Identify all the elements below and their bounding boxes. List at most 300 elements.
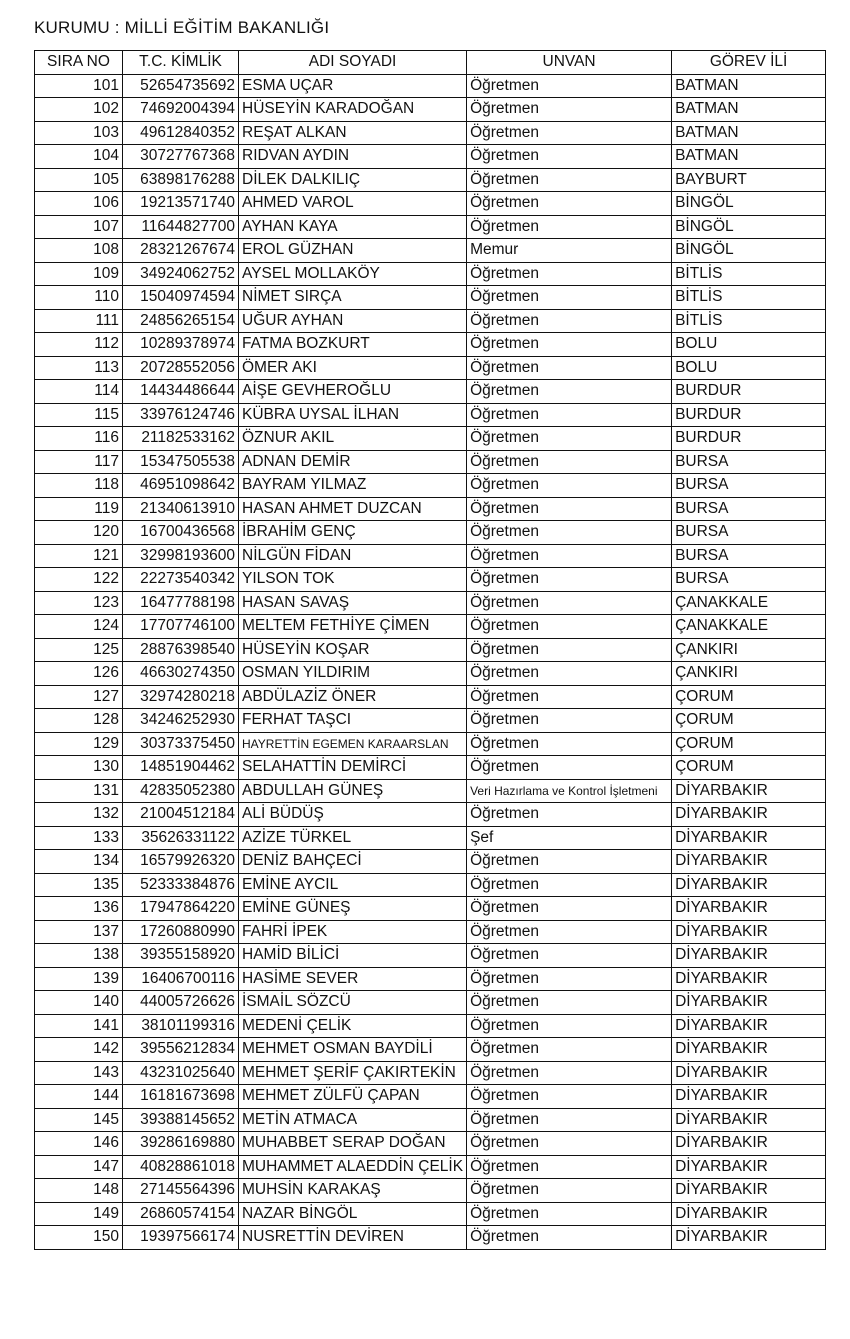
- tc-kimlik-cell: 16406700116: [123, 967, 239, 991]
- gorev-ili-cell: DİYARBAKIR: [672, 1014, 826, 1038]
- table-row: [35, 850, 826, 874]
- gorev-ili-cell: BURSA: [672, 568, 826, 592]
- table-row: [35, 920, 826, 944]
- unvan-cell: Öğretmen: [467, 873, 672, 897]
- sira-no-cell: 147: [35, 1155, 123, 1179]
- tc-kimlik-cell: 46630274350: [123, 662, 239, 686]
- adi-soyadi-cell: MELTEM FETHİYE ÇİMEN: [239, 615, 467, 639]
- table-row: [35, 897, 826, 921]
- sira-no-cell: 129: [35, 732, 123, 756]
- unvan-cell: Öğretmen: [467, 145, 672, 169]
- adi-soyadi-cell: BAYRAM YILMAZ: [239, 474, 467, 498]
- gorev-ili-cell: DİYARBAKIR: [672, 1179, 826, 1203]
- unvan-cell: Öğretmen: [467, 286, 672, 310]
- unvan-cell: Öğretmen: [467, 1179, 672, 1203]
- gorev-ili-cell: BİNGÖL: [672, 215, 826, 239]
- tc-kimlik-cell: 21340613910: [123, 497, 239, 521]
- sira-no-cell: 146: [35, 1132, 123, 1156]
- adi-soyadi-cell: FATMA BOZKURT: [239, 333, 467, 357]
- sira-no-cell: 108: [35, 239, 123, 263]
- table-row: [35, 568, 826, 592]
- sira-no-cell: 121: [35, 544, 123, 568]
- gorev-ili-cell: DİYARBAKIR: [672, 873, 826, 897]
- sira-no-cell: 137: [35, 920, 123, 944]
- tc-kimlik-cell: 15347505538: [123, 450, 239, 474]
- adi-soyadi-cell: MUHABBET SERAP DOĞAN: [239, 1132, 467, 1156]
- adi-soyadi-cell: HÜSEYİN KOŞAR: [239, 638, 467, 662]
- adi-soyadi-cell: OSMAN YILDIRIM: [239, 662, 467, 686]
- adi-soyadi-cell: NİLGÜN FİDAN: [239, 544, 467, 568]
- sira-no-cell: 106: [35, 192, 123, 216]
- adi-soyadi-cell: EMİNE GÜNEŞ: [239, 897, 467, 921]
- gorev-ili-cell: BOLU: [672, 356, 826, 380]
- gorev-ili-cell: ÇANKIRI: [672, 638, 826, 662]
- table-row: [35, 944, 826, 968]
- table-row: [35, 1108, 826, 1132]
- sira-no-cell: 150: [35, 1226, 123, 1250]
- sira-no-cell: 125: [35, 638, 123, 662]
- unvan-cell: Öğretmen: [467, 591, 672, 615]
- sira-no-cell: 136: [35, 897, 123, 921]
- adi-soyadi-cell: METİN ATMACA: [239, 1108, 467, 1132]
- unvan-cell: Öğretmen: [467, 427, 672, 451]
- adi-soyadi-cell: ABDULLAH GÜNEŞ: [239, 779, 467, 803]
- gorev-ili-cell: ÇANKIRI: [672, 662, 826, 686]
- page-title: KURUMU : MİLLİ EĞİTİM BAKANLIĞI: [34, 18, 330, 37]
- unvan-cell: Öğretmen: [467, 685, 672, 709]
- table-row: [35, 497, 826, 521]
- tc-kimlik-cell: 39556212834: [123, 1038, 239, 1062]
- tc-kimlik-cell: 63898176288: [123, 168, 239, 192]
- sira-no-cell: 107: [35, 215, 123, 239]
- adi-soyadi-cell: MEHMET ZÜLFÜ ÇAPAN: [239, 1085, 467, 1109]
- table-row: [35, 544, 826, 568]
- sira-no-cell: 116: [35, 427, 123, 451]
- unvan-cell: Öğretmen: [467, 1038, 672, 1062]
- table-row: [35, 521, 826, 545]
- table-body: [35, 74, 826, 1249]
- tc-kimlik-cell: 16477788198: [123, 591, 239, 615]
- tc-kimlik-cell: 10289378974: [123, 333, 239, 357]
- tc-kimlik-cell: 16181673698: [123, 1085, 239, 1109]
- sira-no-cell: 124: [35, 615, 123, 639]
- adi-soyadi-cell: AYHAN KAYA: [239, 215, 467, 239]
- sira-no-cell: 134: [35, 850, 123, 874]
- unvan-cell: Öğretmen: [467, 380, 672, 404]
- adi-soyadi-cell: HASAN SAVAŞ: [239, 591, 467, 615]
- table-row: [35, 74, 826, 98]
- unvan-cell: Öğretmen: [467, 991, 672, 1015]
- unvan-cell: Öğretmen: [467, 168, 672, 192]
- tc-kimlik-cell: 39286169880: [123, 1132, 239, 1156]
- gorev-ili-cell: BİNGÖL: [672, 239, 826, 263]
- table-row: [35, 1014, 826, 1038]
- adi-soyadi-cell: SELAHATTİN DEMİRCİ: [239, 756, 467, 780]
- table-row: [35, 803, 826, 827]
- sira-no-cell: 115: [35, 403, 123, 427]
- tc-kimlik-cell: 28321267674: [123, 239, 239, 263]
- unvan-cell: Öğretmen: [467, 967, 672, 991]
- adi-soyadi-cell: AYSEL MOLLAKÖY: [239, 262, 467, 286]
- adi-soyadi-cell: MUHAMMET ALAEDDİN ÇELİK: [239, 1155, 467, 1179]
- table-row: [35, 1085, 826, 1109]
- tc-kimlik-cell: 21004512184: [123, 803, 239, 827]
- sira-no-cell: 117: [35, 450, 123, 474]
- gorev-ili-cell: BİTLİS: [672, 262, 826, 286]
- sira-no-cell: 111: [35, 309, 123, 333]
- tc-kimlik-cell: 30373375450: [123, 732, 239, 756]
- table-row: [35, 709, 826, 733]
- table-row: [35, 1226, 826, 1250]
- sira-no-cell: 118: [35, 474, 123, 498]
- gorev-ili-cell: DİYARBAKIR: [672, 1061, 826, 1085]
- adi-soyadi-cell: ESMA UÇAR: [239, 74, 467, 98]
- unvan-cell: Öğretmen: [467, 803, 672, 827]
- sira-no-cell: 101: [35, 74, 123, 98]
- sira-no-cell: 122: [35, 568, 123, 592]
- tc-kimlik-cell: 32998193600: [123, 544, 239, 568]
- unvan-cell: Öğretmen: [467, 1202, 672, 1226]
- gorev-ili-cell: DİYARBAKIR: [672, 826, 826, 850]
- sira-no-cell: 140: [35, 991, 123, 1015]
- gorev-ili-cell: BİTLİS: [672, 309, 826, 333]
- adi-soyadi-cell: HASİME SEVER: [239, 967, 467, 991]
- unvan-cell: Öğretmen: [467, 1061, 672, 1085]
- gorev-ili-cell: ÇORUM: [672, 732, 826, 756]
- adi-soyadi-cell: ABDÜLAZİZ ÖNER: [239, 685, 467, 709]
- adi-soyadi-cell: AZİZE TÜRKEL: [239, 826, 467, 850]
- table-row: [35, 756, 826, 780]
- unvan-cell: Öğretmen: [467, 333, 672, 357]
- tc-kimlik-cell: 38101199316: [123, 1014, 239, 1038]
- unvan-cell: Öğretmen: [467, 1085, 672, 1109]
- personnel-table: [34, 50, 826, 1250]
- adi-soyadi-cell: MEDENİ ÇELİK: [239, 1014, 467, 1038]
- adi-soyadi-cell: FERHAT TAŞCI: [239, 709, 467, 733]
- unvan-cell: Öğretmen: [467, 544, 672, 568]
- adi-soyadi-cell: FAHRİ İPEK: [239, 920, 467, 944]
- tc-kimlik-cell: 32974280218: [123, 685, 239, 709]
- adi-soyadi-cell: HÜSEYİN KARADOĞAN: [239, 98, 467, 122]
- table-row: [35, 662, 826, 686]
- tc-kimlik-cell: 22273540342: [123, 568, 239, 592]
- tc-kimlik-cell: 11644827700: [123, 215, 239, 239]
- gorev-ili-cell: BURSA: [672, 521, 826, 545]
- unvan-cell: Öğretmen: [467, 474, 672, 498]
- tc-kimlik-cell: 49612840352: [123, 121, 239, 145]
- unvan-cell: Öğretmen: [467, 121, 672, 145]
- tc-kimlik-cell: 27145564396: [123, 1179, 239, 1203]
- sira-no-cell: 142: [35, 1038, 123, 1062]
- tc-kimlik-cell: 52333384876: [123, 873, 239, 897]
- table-row: [35, 991, 826, 1015]
- unvan-cell: Öğretmen: [467, 615, 672, 639]
- table-row: [35, 591, 826, 615]
- sira-no-cell: 110: [35, 286, 123, 310]
- table-row: [35, 427, 826, 451]
- unvan-cell: Öğretmen: [467, 944, 672, 968]
- tc-kimlik-cell: 39388145652: [123, 1108, 239, 1132]
- adi-soyadi-cell: EMİNE AYCIL: [239, 873, 467, 897]
- table-row: [35, 403, 826, 427]
- sira-no-cell: 109: [35, 262, 123, 286]
- tc-kimlik-cell: 15040974594: [123, 286, 239, 310]
- sira-no-cell: 131: [35, 779, 123, 803]
- adi-soyadi-cell: ÖZNUR AKIL: [239, 427, 467, 451]
- adi-soyadi-cell: DENİZ BAHÇECİ: [239, 850, 467, 874]
- adi-soyadi-cell: NİMET SIRÇA: [239, 286, 467, 310]
- tc-kimlik-cell: 40828861018: [123, 1155, 239, 1179]
- tc-kimlik-cell: 43231025640: [123, 1061, 239, 1085]
- gorev-ili-cell: DİYARBAKIR: [672, 1155, 826, 1179]
- sira-no-cell: 139: [35, 967, 123, 991]
- tc-kimlik-cell: 17260880990: [123, 920, 239, 944]
- unvan-cell: Öğretmen: [467, 192, 672, 216]
- unvan-cell: Öğretmen: [467, 74, 672, 98]
- adi-soyadi-cell: ADNAN DEMİR: [239, 450, 467, 474]
- sira-no-cell: 120: [35, 521, 123, 545]
- sira-no-cell: 103: [35, 121, 123, 145]
- table-row: [35, 779, 826, 803]
- adi-soyadi-cell: RIDVAN AYDIN: [239, 145, 467, 169]
- tc-kimlik-cell: 17947864220: [123, 897, 239, 921]
- gorev-ili-cell: DİYARBAKIR: [672, 803, 826, 827]
- table-row: [35, 732, 826, 756]
- tc-kimlik-cell: 30727767368: [123, 145, 239, 169]
- table-row: [35, 168, 826, 192]
- tc-kimlik-cell: 14434486644: [123, 380, 239, 404]
- table-row: [35, 239, 826, 263]
- table-row: [35, 826, 826, 850]
- tc-kimlik-cell: 24856265154: [123, 309, 239, 333]
- gorev-ili-cell: BİTLİS: [672, 286, 826, 310]
- tc-kimlik-cell: 26860574154: [123, 1202, 239, 1226]
- sira-no-cell: 135: [35, 873, 123, 897]
- unvan-cell: Öğretmen: [467, 1155, 672, 1179]
- gorev-ili-cell: DİYARBAKIR: [672, 944, 826, 968]
- unvan-cell: Öğretmen: [467, 521, 672, 545]
- sira-no-cell: 143: [35, 1061, 123, 1085]
- unvan-cell: Öğretmen: [467, 1226, 672, 1250]
- sira-no-cell: 132: [35, 803, 123, 827]
- adi-soyadi-cell: AİŞE GEVHEROĞLU: [239, 380, 467, 404]
- unvan-cell: Öğretmen: [467, 709, 672, 733]
- tc-kimlik-cell: 14851904462: [123, 756, 239, 780]
- adi-soyadi-cell: MEHMET OSMAN BAYDİLİ: [239, 1038, 467, 1062]
- tc-kimlik-cell: 46951098642: [123, 474, 239, 498]
- gorev-ili-cell: ÇANAKKALE: [672, 591, 826, 615]
- gorev-ili-cell: DİYARBAKIR: [672, 920, 826, 944]
- gorev-ili-cell: DİYARBAKIR: [672, 850, 826, 874]
- table-row: [35, 98, 826, 122]
- adi-soyadi-cell: ÖMER AKI: [239, 356, 467, 380]
- sira-no-cell: 133: [35, 826, 123, 850]
- gorev-ili-cell: DİYARBAKIR: [672, 779, 826, 803]
- tc-kimlik-cell: 19213571740: [123, 192, 239, 216]
- header-unvan: UNVAN: [467, 51, 672, 75]
- tc-kimlik-cell: 17707746100: [123, 615, 239, 639]
- adi-soyadi-cell: AHMED VAROL: [239, 192, 467, 216]
- gorev-ili-cell: DİYARBAKIR: [672, 967, 826, 991]
- adi-soyadi-cell: KÜBRA UYSAL İLHAN: [239, 403, 467, 427]
- gorev-ili-cell: ÇORUM: [672, 709, 826, 733]
- table-row: [35, 333, 826, 357]
- adi-soyadi-cell: MEHMET ŞERİF ÇAKIRTEKİN: [239, 1061, 467, 1085]
- table-row: [35, 356, 826, 380]
- tc-kimlik-cell: 42835052380: [123, 779, 239, 803]
- gorev-ili-cell: ÇORUM: [672, 756, 826, 780]
- sira-no-cell: 145: [35, 1108, 123, 1132]
- unvan-cell: Öğretmen: [467, 850, 672, 874]
- gorev-ili-cell: DİYARBAKIR: [672, 1108, 826, 1132]
- sira-no-cell: 138: [35, 944, 123, 968]
- adi-soyadi-cell: HASAN AHMET DUZCAN: [239, 497, 467, 521]
- gorev-ili-cell: BATMAN: [672, 145, 826, 169]
- sira-no-cell: 149: [35, 1202, 123, 1226]
- unvan-cell: Şef: [467, 826, 672, 850]
- unvan-cell: Öğretmen: [467, 215, 672, 239]
- unvan-cell: Öğretmen: [467, 403, 672, 427]
- table-row: [35, 1132, 826, 1156]
- header-adi-soyadi: ADI SOYADI: [239, 51, 467, 75]
- table-row: [35, 1038, 826, 1062]
- unvan-cell: Öğretmen: [467, 497, 672, 521]
- tc-kimlik-cell: 21182533162: [123, 427, 239, 451]
- gorev-ili-cell: BURSA: [672, 450, 826, 474]
- tc-kimlik-cell: 33976124746: [123, 403, 239, 427]
- sira-no-cell: 128: [35, 709, 123, 733]
- unvan-cell: Öğretmen: [467, 662, 672, 686]
- sira-no-cell: 113: [35, 356, 123, 380]
- gorev-ili-cell: BURSA: [672, 544, 826, 568]
- unvan-cell: Öğretmen: [467, 356, 672, 380]
- gorev-ili-cell: BATMAN: [672, 74, 826, 98]
- adi-soyadi-cell: REŞAT ALKAN: [239, 121, 467, 145]
- sira-no-cell: 102: [35, 98, 123, 122]
- sira-no-cell: 114: [35, 380, 123, 404]
- unvan-cell: Öğretmen: [467, 732, 672, 756]
- table-row: [35, 1202, 826, 1226]
- gorev-ili-cell: BURSA: [672, 474, 826, 498]
- sira-no-cell: 144: [35, 1085, 123, 1109]
- table-row: [35, 474, 826, 498]
- table-row: [35, 380, 826, 404]
- unvan-cell: Öğretmen: [467, 309, 672, 333]
- tc-kimlik-cell: 34924062752: [123, 262, 239, 286]
- table-row: [35, 873, 826, 897]
- table-row: [35, 262, 826, 286]
- tc-kimlik-cell: 28876398540: [123, 638, 239, 662]
- gorev-ili-cell: BURDUR: [672, 403, 826, 427]
- table-header-row: [35, 51, 826, 75]
- adi-soyadi-cell: DİLEK DALKILIÇ: [239, 168, 467, 192]
- tc-kimlik-cell: 16700436568: [123, 521, 239, 545]
- header-sira-no: SIRA NO: [35, 51, 123, 75]
- unvan-cell: Öğretmen: [467, 1132, 672, 1156]
- sira-no-cell: 126: [35, 662, 123, 686]
- gorev-ili-cell: BATMAN: [672, 121, 826, 145]
- gorev-ili-cell: DİYARBAKIR: [672, 897, 826, 921]
- adi-soyadi-cell: MUHSİN KARAKAŞ: [239, 1179, 467, 1203]
- table-row: [35, 1061, 826, 1085]
- gorev-ili-cell: BOLU: [672, 333, 826, 357]
- gorev-ili-cell: DİYARBAKIR: [672, 1226, 826, 1250]
- gorev-ili-cell: DİYARBAKIR: [672, 1085, 826, 1109]
- table-row: [35, 145, 826, 169]
- table-row: [35, 967, 826, 991]
- gorev-ili-cell: DİYARBAKIR: [672, 1202, 826, 1226]
- unvan-cell: Öğretmen: [467, 262, 672, 286]
- tc-kimlik-cell: 19397566174: [123, 1226, 239, 1250]
- gorev-ili-cell: BURDUR: [672, 427, 826, 451]
- gorev-ili-cell: BURSA: [672, 497, 826, 521]
- sira-no-cell: 112: [35, 333, 123, 357]
- unvan-cell: Öğretmen: [467, 98, 672, 122]
- unvan-cell: Öğretmen: [467, 638, 672, 662]
- gorev-ili-cell: ÇORUM: [672, 685, 826, 709]
- table-row: [35, 685, 826, 709]
- sira-no-cell: 104: [35, 145, 123, 169]
- table-row: [35, 1155, 826, 1179]
- sira-no-cell: 130: [35, 756, 123, 780]
- adi-soyadi-cell: İBRAHİM GENÇ: [239, 521, 467, 545]
- sira-no-cell: 105: [35, 168, 123, 192]
- unvan-cell: Öğretmen: [467, 1014, 672, 1038]
- header-gorev-ili: GÖREV İLİ: [672, 51, 826, 75]
- unvan-cell: Öğretmen: [467, 1108, 672, 1132]
- table-row: [35, 638, 826, 662]
- sira-no-cell: 141: [35, 1014, 123, 1038]
- header-tc-kimlik: T.C. KİMLİK: [123, 51, 239, 75]
- tc-kimlik-cell: 20728552056: [123, 356, 239, 380]
- adi-soyadi-cell: UĞUR AYHAN: [239, 309, 467, 333]
- unvan-cell: Memur: [467, 239, 672, 263]
- tc-kimlik-cell: 39355158920: [123, 944, 239, 968]
- gorev-ili-cell: BATMAN: [672, 98, 826, 122]
- adi-soyadi-cell: NUSRETTİN DEVİREN: [239, 1226, 467, 1250]
- tc-kimlik-cell: 52654735692: [123, 74, 239, 98]
- tc-kimlik-cell: 35626331122: [123, 826, 239, 850]
- table-row: [35, 309, 826, 333]
- table-row: [35, 450, 826, 474]
- adi-soyadi-cell: HAYRETTİN EGEMEN KARAARSLAN: [239, 732, 467, 756]
- table-row: [35, 215, 826, 239]
- adi-soyadi-cell: İSMAİL SÖZCÜ: [239, 991, 467, 1015]
- unvan-cell: Öğretmen: [467, 897, 672, 921]
- sira-no-cell: 127: [35, 685, 123, 709]
- unvan-cell: Öğretmen: [467, 920, 672, 944]
- sira-no-cell: 148: [35, 1179, 123, 1203]
- adi-soyadi-cell: HAMİD BİLİCİ: [239, 944, 467, 968]
- tc-kimlik-cell: 44005726626: [123, 991, 239, 1015]
- gorev-ili-cell: BAYBURT: [672, 168, 826, 192]
- adi-soyadi-cell: NAZAR BİNGÖL: [239, 1202, 467, 1226]
- tc-kimlik-cell: 16579926320: [123, 850, 239, 874]
- gorev-ili-cell: DİYARBAKIR: [672, 1132, 826, 1156]
- tc-kimlik-cell: 74692004394: [123, 98, 239, 122]
- table-row: [35, 286, 826, 310]
- sira-no-cell: 119: [35, 497, 123, 521]
- adi-soyadi-cell: ALİ BÜDÜŞ: [239, 803, 467, 827]
- gorev-ili-cell: DİYARBAKIR: [672, 991, 826, 1015]
- gorev-ili-cell: ÇANAKKALE: [672, 615, 826, 639]
- gorev-ili-cell: BİNGÖL: [672, 192, 826, 216]
- table-row: [35, 121, 826, 145]
- gorev-ili-cell: BURDUR: [672, 380, 826, 404]
- unvan-cell: Öğretmen: [467, 450, 672, 474]
- tc-kimlik-cell: 34246252930: [123, 709, 239, 733]
- gorev-ili-cell: DİYARBAKIR: [672, 1038, 826, 1062]
